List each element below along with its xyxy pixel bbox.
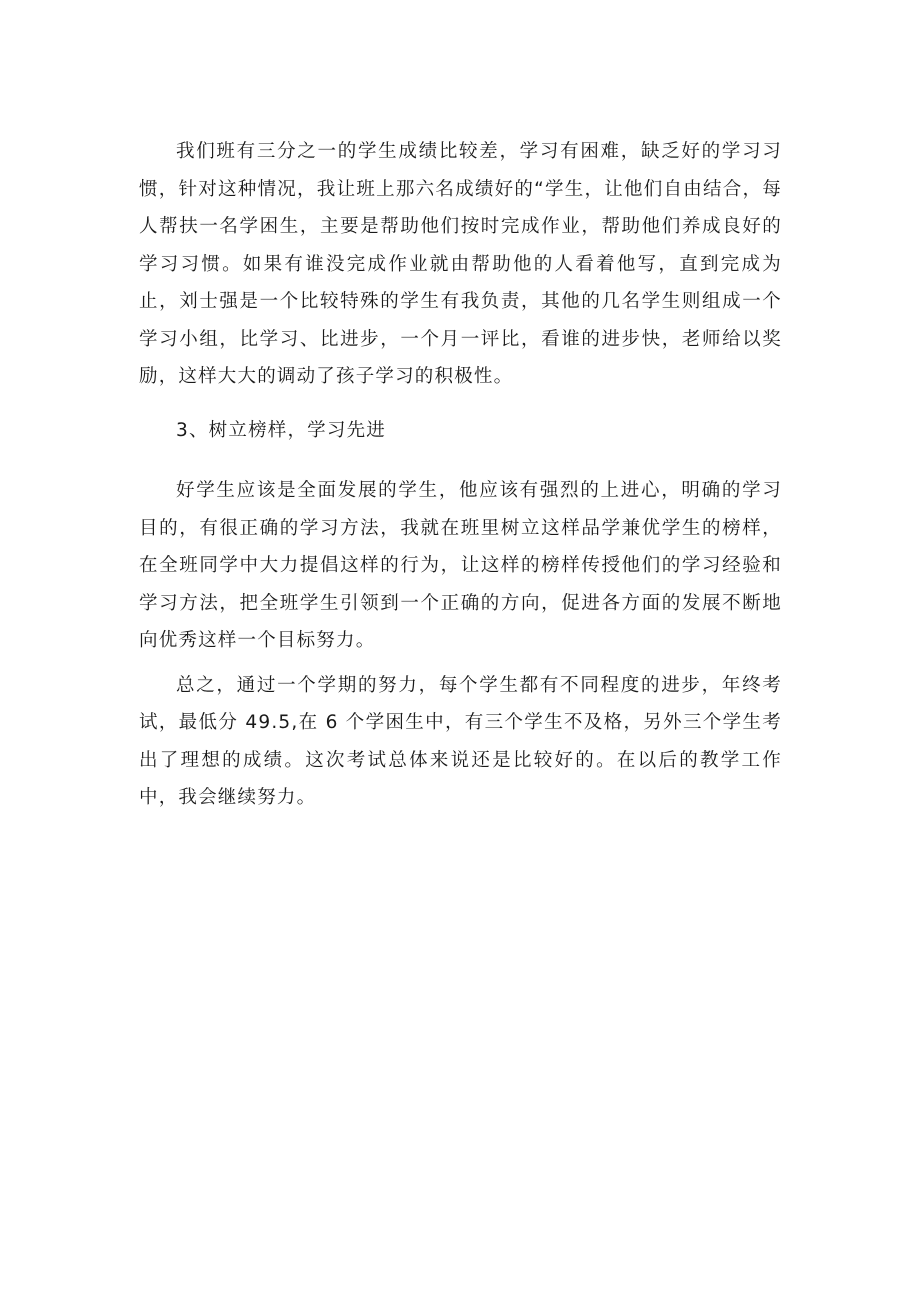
paragraph-summary: 总之，通过一个学期的努力，每个学生都有不同程度的进步，年终考试，最低分 49.5,在 6 个学困生中，有三个学生不及格，另外三个学生考出了理想的成绩。这次考试总体来说还是比较好的。在以后的教学工作中，我会继续努力。 <box>139 674 782 808</box>
section-heading-role-models: 3、树立榜样，学习先进 <box>176 419 386 441</box>
paragraph-role-models: 好学生应该是全面发展的学生，他应该有强烈的上进心，明确的学习目的，有很正确的学习方法，我就在班里树立这样品学兼优学生的榜样，在全班同学中大力提倡这样的行为，让这样的榜样传授他们的学习经验和学习方法，把全班学生引领到一个正确的方向，促进各方面的发展不断地向优秀这样一个目标努力。 <box>139 480 782 651</box>
paragraph-peer-help: 我们班有三分之一的学生成绩比较差，学习有困难，缺乏好的学习习惯，针对这种情况，我让班上那六名成绩好的“学生，让他们自由结合，每人帮扶一名学困生，主要是帮助他们按时完成作业，帮助他们养成良好的学习习惯。如果有谁没完成作业就由帮助他的人看着他写，直到完成为止，刘士强是一个比较特殊的学生有我负责，其他的几名学生则组成一个学习小组，比学习、比进步，一个月一评比，看谁的进步快，老师给以奖励，这样大大的调动了孩子学习的积极性。 <box>139 141 782 387</box>
document-body <box>139 133 782 817</box>
